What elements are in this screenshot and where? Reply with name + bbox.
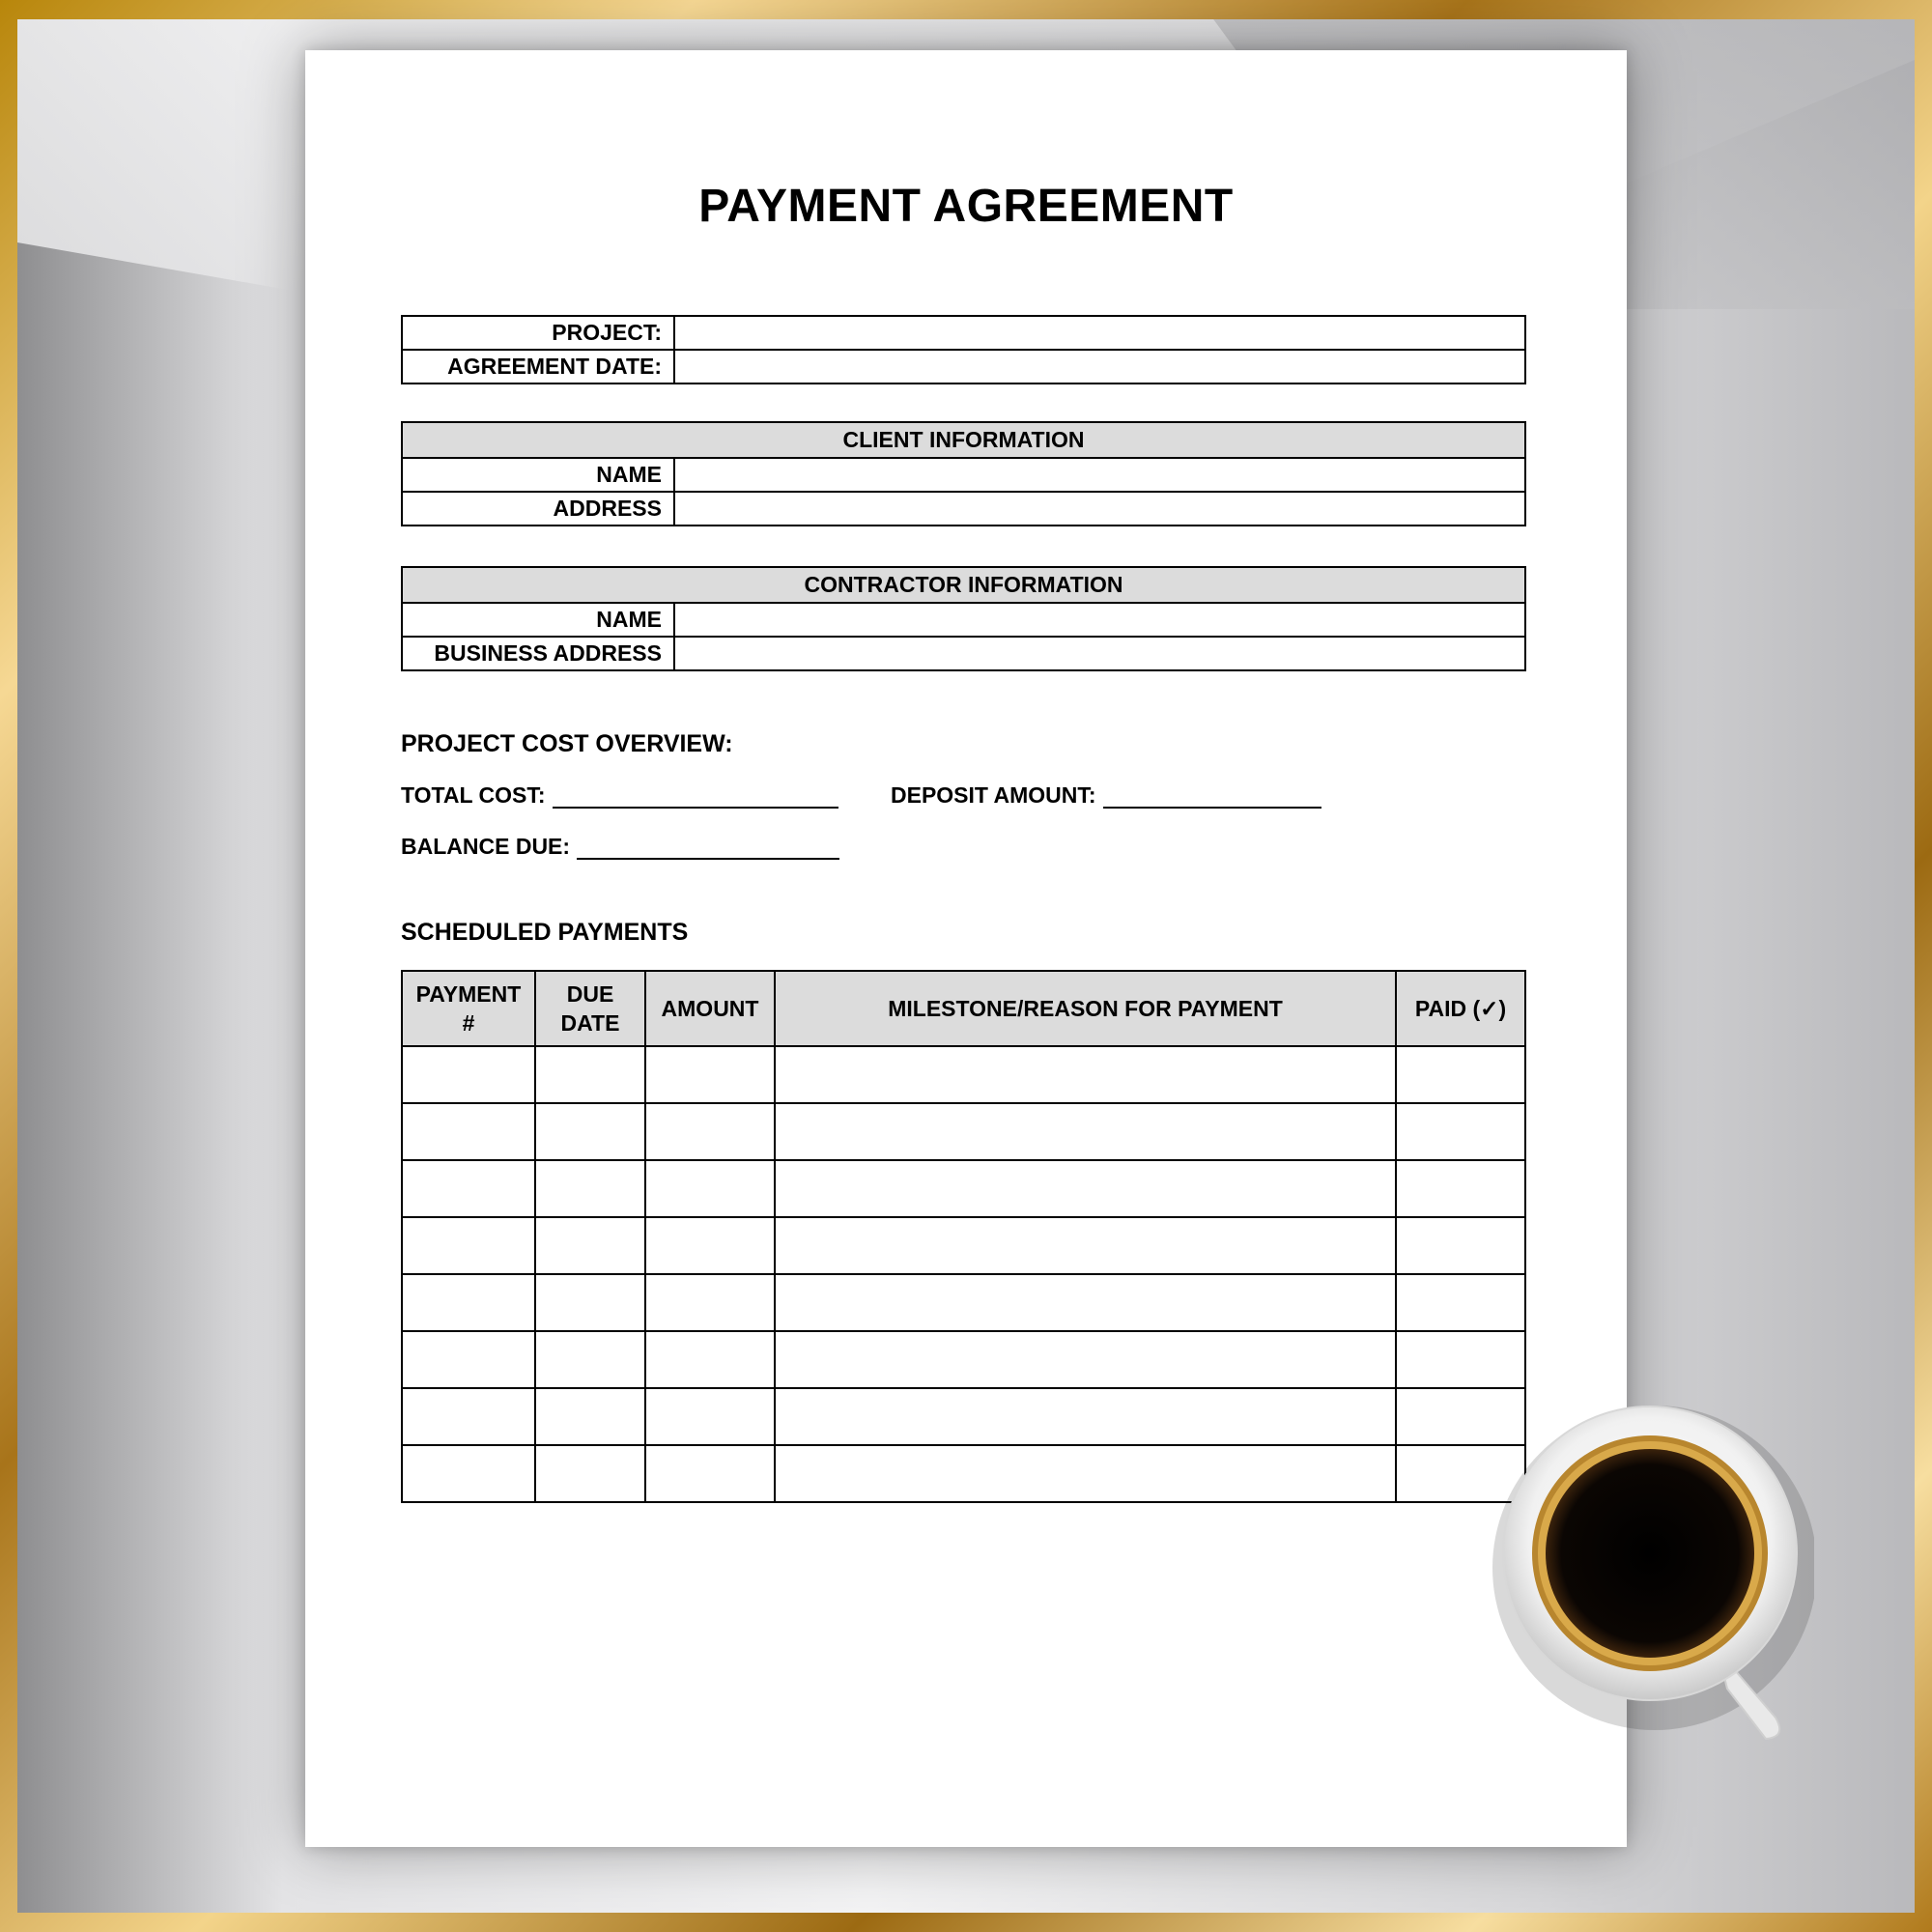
paid-cell[interactable] [1396, 1217, 1525, 1274]
contractor-name-field[interactable] [674, 603, 1525, 637]
project-table [401, 315, 1526, 384]
balance-due-line[interactable] [577, 837, 839, 860]
deposit-amount-line[interactable] [1103, 785, 1321, 809]
milestone-cell[interactable] [775, 1274, 1396, 1331]
due-date-cell[interactable] [535, 1217, 645, 1274]
due-date-cell[interactable] [535, 1331, 645, 1388]
amount-cell[interactable] [645, 1103, 775, 1160]
due-date-cell[interactable] [535, 1388, 645, 1445]
col-due-date: DUE DATE [535, 971, 645, 1046]
balance-due-label: BALANCE DUE: [401, 834, 571, 859]
client-information-header: CLIENT INFORMATION [402, 422, 1525, 458]
client-name-label: NAME [402, 458, 674, 492]
col-payment-number: PAYMENT # [402, 971, 535, 1046]
payment-number-cell[interactable] [402, 1331, 535, 1388]
amount-cell[interactable] [645, 1274, 775, 1331]
agreement-date-row [402, 350, 1525, 384]
payment-number-cell[interactable] [402, 1274, 535, 1331]
payment-number-cell[interactable] [402, 1103, 535, 1160]
amount-cell[interactable] [645, 1388, 775, 1445]
scheduled-payments-table [401, 970, 1526, 1503]
project-label: PROJECT: [402, 316, 674, 350]
balance-due-field[interactable] [401, 834, 839, 860]
client-address-label: ADDRESS [402, 492, 674, 526]
table-row [402, 1160, 1525, 1217]
project-row [402, 316, 1525, 350]
due-date-cell[interactable] [535, 1046, 645, 1103]
scheduled-payments-body [402, 1046, 1525, 1502]
amount-cell[interactable] [645, 1217, 775, 1274]
deposit-amount-label: DEPOSIT AMOUNT: [891, 782, 1096, 808]
paid-cell[interactable] [1396, 1046, 1525, 1103]
deposit-amount-field[interactable] [891, 782, 1321, 809]
client-information-table [401, 421, 1526, 526]
col-amount: AMOUNT [645, 971, 775, 1046]
contractor-name-label: NAME [402, 603, 674, 637]
amount-cell[interactable] [645, 1046, 775, 1103]
business-address-label: BUSINESS ADDRESS [402, 637, 674, 670]
cost-overview-heading: PROJECT COST OVERVIEW: [401, 730, 733, 757]
agreement-date-field[interactable] [674, 350, 1525, 384]
total-cost-field[interactable] [401, 782, 838, 809]
project-field[interactable] [674, 316, 1525, 350]
total-cost-line[interactable] [553, 785, 838, 809]
payment-number-cell[interactable] [402, 1445, 535, 1502]
milestone-cell[interactable] [775, 1160, 1396, 1217]
milestone-cell[interactable] [775, 1445, 1396, 1502]
client-name-field[interactable] [674, 458, 1525, 492]
table-row [402, 1445, 1525, 1502]
scheduled-payments-heading: SCHEDULED PAYMENTS [401, 919, 689, 946]
milestone-cell[interactable] [775, 1331, 1396, 1388]
col-milestone: MILESTONE/REASON FOR PAYMENT [775, 971, 1396, 1046]
agreement-date-label: AGREEMENT DATE: [402, 350, 674, 384]
table-row [402, 1388, 1525, 1445]
table-row [402, 1103, 1525, 1160]
amount-cell[interactable] [645, 1445, 775, 1502]
page-title: PAYMENT AGREEMENT [698, 181, 1234, 232]
table-row [402, 1331, 1525, 1388]
paid-cell[interactable] [1396, 1160, 1525, 1217]
table-row [402, 1046, 1525, 1103]
payment-number-cell[interactable] [402, 1388, 535, 1445]
milestone-cell[interactable] [775, 1388, 1396, 1445]
coffee-cup-icon [1486, 1399, 1814, 1747]
payment-number-cell[interactable] [402, 1046, 535, 1103]
paid-cell[interactable] [1396, 1274, 1525, 1331]
client-address-field[interactable] [674, 492, 1525, 526]
amount-cell[interactable] [645, 1160, 775, 1217]
contractor-information-table [401, 566, 1526, 671]
total-cost-label: TOTAL COST: [401, 782, 546, 808]
due-date-cell[interactable] [535, 1274, 645, 1331]
table-row [402, 1274, 1525, 1331]
paid-cell[interactable] [1396, 1103, 1525, 1160]
due-date-cell[interactable] [535, 1103, 645, 1160]
amount-cell[interactable] [645, 1331, 775, 1388]
paid-cell[interactable] [1396, 1331, 1525, 1388]
milestone-cell[interactable] [775, 1046, 1396, 1103]
payment-number-cell[interactable] [402, 1160, 535, 1217]
due-date-cell[interactable] [535, 1445, 645, 1502]
payment-number-cell[interactable] [402, 1217, 535, 1274]
business-address-field[interactable] [674, 637, 1525, 670]
table-row [402, 1217, 1525, 1274]
milestone-cell[interactable] [775, 1217, 1396, 1274]
contractor-information-header: CONTRACTOR INFORMATION [402, 567, 1525, 603]
col-paid: PAID (✓) [1396, 971, 1525, 1046]
due-date-cell[interactable] [535, 1160, 645, 1217]
milestone-cell[interactable] [775, 1103, 1396, 1160]
